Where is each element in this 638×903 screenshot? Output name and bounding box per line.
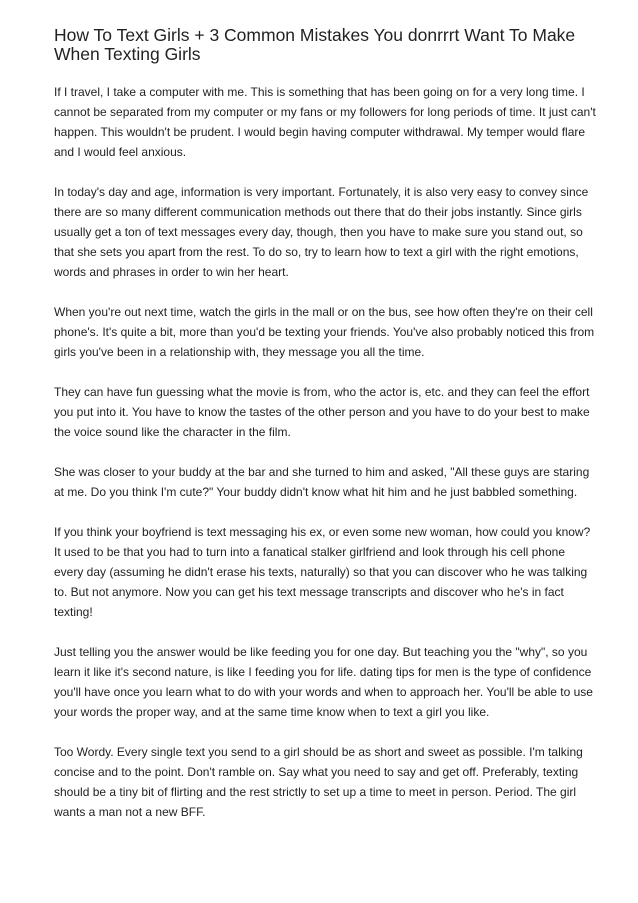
paragraph-4: They can have fun guessing what the movie is from, who the actor is, etc. and they can feel the effort you put into it. You have to know the tastes of the other person and you have to do your best to make the voice sound like the character in the film. [54, 385, 590, 439]
paragraph-3: When you're out next time, watch the girls in the mall or on the bus, see how often they're on their cell phone's. It's quite a bit, more than you'd be texting your friends. You've also probably noticed this from girls you've been in a relationship with, they message you all the time. [54, 305, 595, 359]
document-title: How To Text Girls + 3 Common Mistakes You donrrrt Want To Make When Texting Girls [54, 25, 576, 64]
paragraph-1: If I travel, I take a computer with me. This is something that has been going on for a very long time. I cannot be separated from my computer or my fans or my followers for long periods of time. It just can't happen. This wouldn't be prudent. I would begin having computer withdrawal. My temper would flare and I would feel anxious. [54, 85, 596, 159]
paragraph-6: If you think your boyfriend is text messaging his ex, or even some new woman, how could you know? It used to be that you had to turn into a fanatical stalker girlfriend and look through his cell phone every day (assuming he didn't erase his texts, naturally) so that you can discover who he was talking to. But not anymore. Now you can get his text message transcripts and discover who he's in fact texting! [54, 525, 591, 619]
paragraph-5: She was closer to your buddy at the bar and she turned to him and asked, "All these guys are staring at me. Do you think I'm cute?" Your buddy didn't know what hit him and he just babbled something. [54, 465, 590, 499]
paragraph-7: Just telling you the answer would be like feeding you for one day. But teaching you the "why", so you learn it like it's second nature, is like I feeding you for life. dating tips for men is the type of confidence you'll have once you learn what to do with your words and when to approach her. You'll be able to use your words the proper way, and at the same time know when to text a girl you like. [54, 645, 593, 719]
paragraph-8: Too Wordy. Every single text you send to a girl should be as short and sweet as possible. I'm talking concise and to the point. Don't ramble on. Say what you need to say and get off. Preferably, texting should be a tiny bit of flirting and the rest strictly to set up a time to meet in person. Period. The girl wants a man not a new BFF. [54, 745, 583, 819]
document-body [54, 26, 596, 822]
paragraph-2: In today's day and age, information is very important. Fortunately, it is also very easy to convey since there are so many different communication methods out there that do their jobs instantly. Since girls usually get a ton of text messages every day, though, then you have to make sure you stand out, so that she sets you apart from the rest. To do so, try to learn how to text a girl with the right emotions, words and phrases in order to win her heart. [54, 185, 589, 279]
